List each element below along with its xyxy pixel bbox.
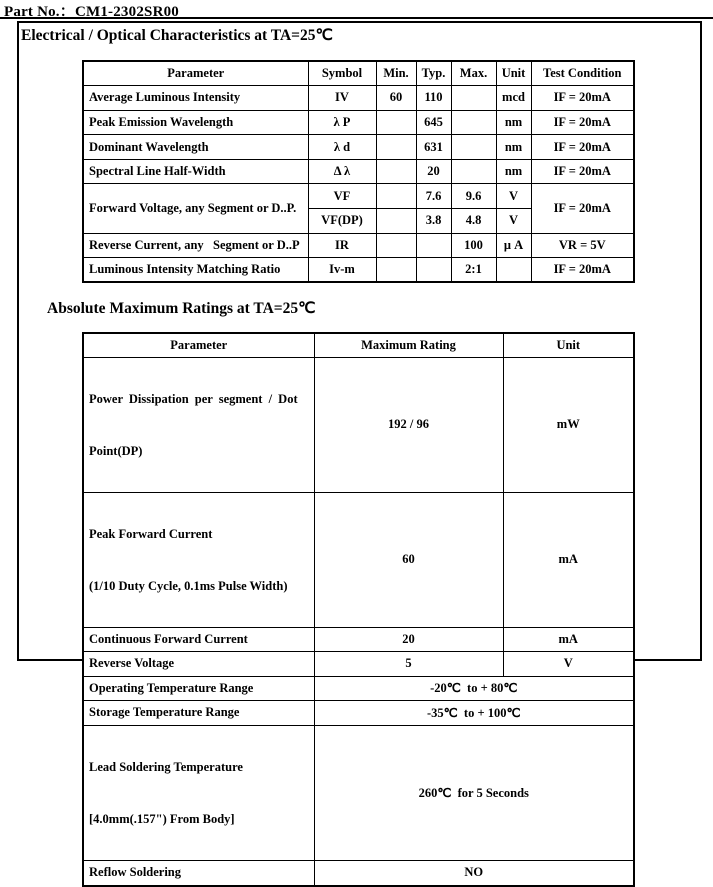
cell-min: 60 [376,86,416,111]
cell-rating: 20 [314,627,503,651]
col-header-unit: Unit [496,61,531,86]
cell-min [376,135,416,160]
cell-parameter [83,725,314,860]
table-row [83,110,634,135]
cell-typ [416,233,451,258]
cell-rating: 260℃ for 5 Seconds [314,725,634,860]
table-row [83,135,634,160]
cell-symbol: IV [308,86,376,111]
cell-min [376,258,416,283]
cell-max: 100 [451,233,496,258]
cell-condition: VR = 5V [531,233,634,258]
col-header-parameter: Parameter [83,333,314,357]
cell-symbol: VF(DP) [308,209,376,234]
cell-typ: 20 [416,159,451,184]
cell-symbol: Iv-m [308,258,376,283]
col-header-symbol: Symbol [308,61,376,86]
parameter-line: Power Dissipation per segment / Dot [89,391,298,406]
cell-min [376,233,416,258]
cell-condition: IF = 20mA [531,184,634,233]
cell-unit: mW [503,357,634,492]
col-header-min: Min. [376,61,416,86]
cell-parameter: Spectral Line Half-Width [83,159,308,184]
table-row [83,700,634,725]
cell-rating: 192 / 96 [314,357,503,492]
part-no-header [0,0,713,19]
cell-rating: NO [314,860,634,886]
col-header-maximum-rating: Maximum Rating [314,333,503,357]
table-row [83,492,634,627]
cell-parameter [83,492,314,627]
table-row [83,159,634,184]
cell-condition: IF = 20mA [531,110,634,135]
parameter-line: Peak Forward Current [89,526,213,541]
table-header-row [83,61,634,86]
cell-unit: V [503,651,634,676]
cell-unit: mA [503,627,634,651]
table-row [83,86,634,111]
cell-max: 4.8 [451,209,496,234]
cell-unit: nm [496,110,531,135]
col-header-test-condition: Test Condition [531,61,634,86]
cell-unit: mcd [496,86,531,111]
cell-typ: 631 [416,135,451,160]
cell-max [451,86,496,111]
table-row [83,357,634,492]
cell-parameter: Forward Voltage, any Segment or D..P. [83,184,308,233]
cell-unit: V [496,184,531,209]
table-row [83,860,634,886]
cell-min [376,110,416,135]
cell-condition: IF = 20mA [531,135,634,160]
table-header-row [83,333,634,357]
electrical-optical-table [82,60,635,283]
cell-rating: 60 [314,492,503,627]
cell-unit: nm [496,135,531,160]
table-row [83,184,634,209]
parameter-line: Point(DP) [89,443,143,458]
cell-typ: 110 [416,86,451,111]
absolute-max-ratings-table [82,332,635,887]
cell-parameter: Peak Emission Wavelength [83,110,308,135]
cell-max: 2:1 [451,258,496,283]
cell-typ: 645 [416,110,451,135]
cell-condition: IF = 20mA [531,258,634,283]
cell-typ: 7.6 [416,184,451,209]
cell-parameter: Luminous Intensity Matching Ratio [83,258,308,283]
cell-unit: V [496,209,531,234]
cell-min [376,184,416,209]
cell-parameter: Reverse Voltage [83,651,314,676]
parameter-line: [4.0mm(.157") From Body] [89,811,235,826]
cell-parameter: Storage Temperature Range [83,700,314,725]
col-header-parameter: Parameter [83,61,308,86]
parameter-line: Lead Soldering Temperature [89,759,243,774]
cell-typ: 3.8 [416,209,451,234]
cell-symbol: λ P [308,110,376,135]
col-header-typ: Typ. [416,61,451,86]
cell-symbol: λ d [308,135,376,160]
cell-symbol: VF [308,184,376,209]
cell-max [451,110,496,135]
cell-min [376,159,416,184]
cell-condition: IF = 20mA [531,159,634,184]
cell-symbol: Δ λ [308,159,376,184]
table-row [83,258,634,283]
cell-symbol: IR [308,233,376,258]
cell-max [451,135,496,160]
col-header-unit: Unit [503,333,634,357]
table-row [83,627,634,651]
table-row [83,233,634,258]
col-header-max: Max. [451,61,496,86]
cell-unit: nm [496,159,531,184]
section-title-absolute-max-ratings: Absolute Maximum Ratings at TA=25℃ [47,300,316,317]
cell-max: 9.6 [451,184,496,209]
cell-parameter: Reflow Soldering [83,860,314,886]
cell-typ [416,258,451,283]
cell-parameter: Continuous Forward Current [83,627,314,651]
table-row [83,725,634,860]
cell-parameter: Dominant Wavelength [83,135,308,160]
cell-parameter [83,357,314,492]
cell-rating: 5 [314,651,503,676]
table-row [83,651,634,676]
cell-unit [496,258,531,283]
cell-parameter: Reverse Current, any Segment or D..P [83,233,308,258]
cell-min [376,209,416,234]
cell-unit: μ A [496,233,531,258]
cell-unit: mA [503,492,634,627]
cell-rating: -20℃ to + 80℃ [314,676,634,700]
cell-rating: -35℃ to + 100℃ [314,700,634,725]
part-no-text: Part No.：CM1-2302SR00 [4,4,180,20]
cell-parameter: Average Luminous Intensity [83,86,308,111]
parameter-line: (1/10 Duty Cycle, 0.1ms Pulse Width) [89,578,288,593]
cell-condition: IF = 20mA [531,86,634,111]
cell-parameter: Operating Temperature Range [83,676,314,700]
table-row [83,676,634,700]
cell-max [451,159,496,184]
section-title-electrical-optical: Electrical / Optical Characteristics at TA=25℃ [21,27,333,44]
